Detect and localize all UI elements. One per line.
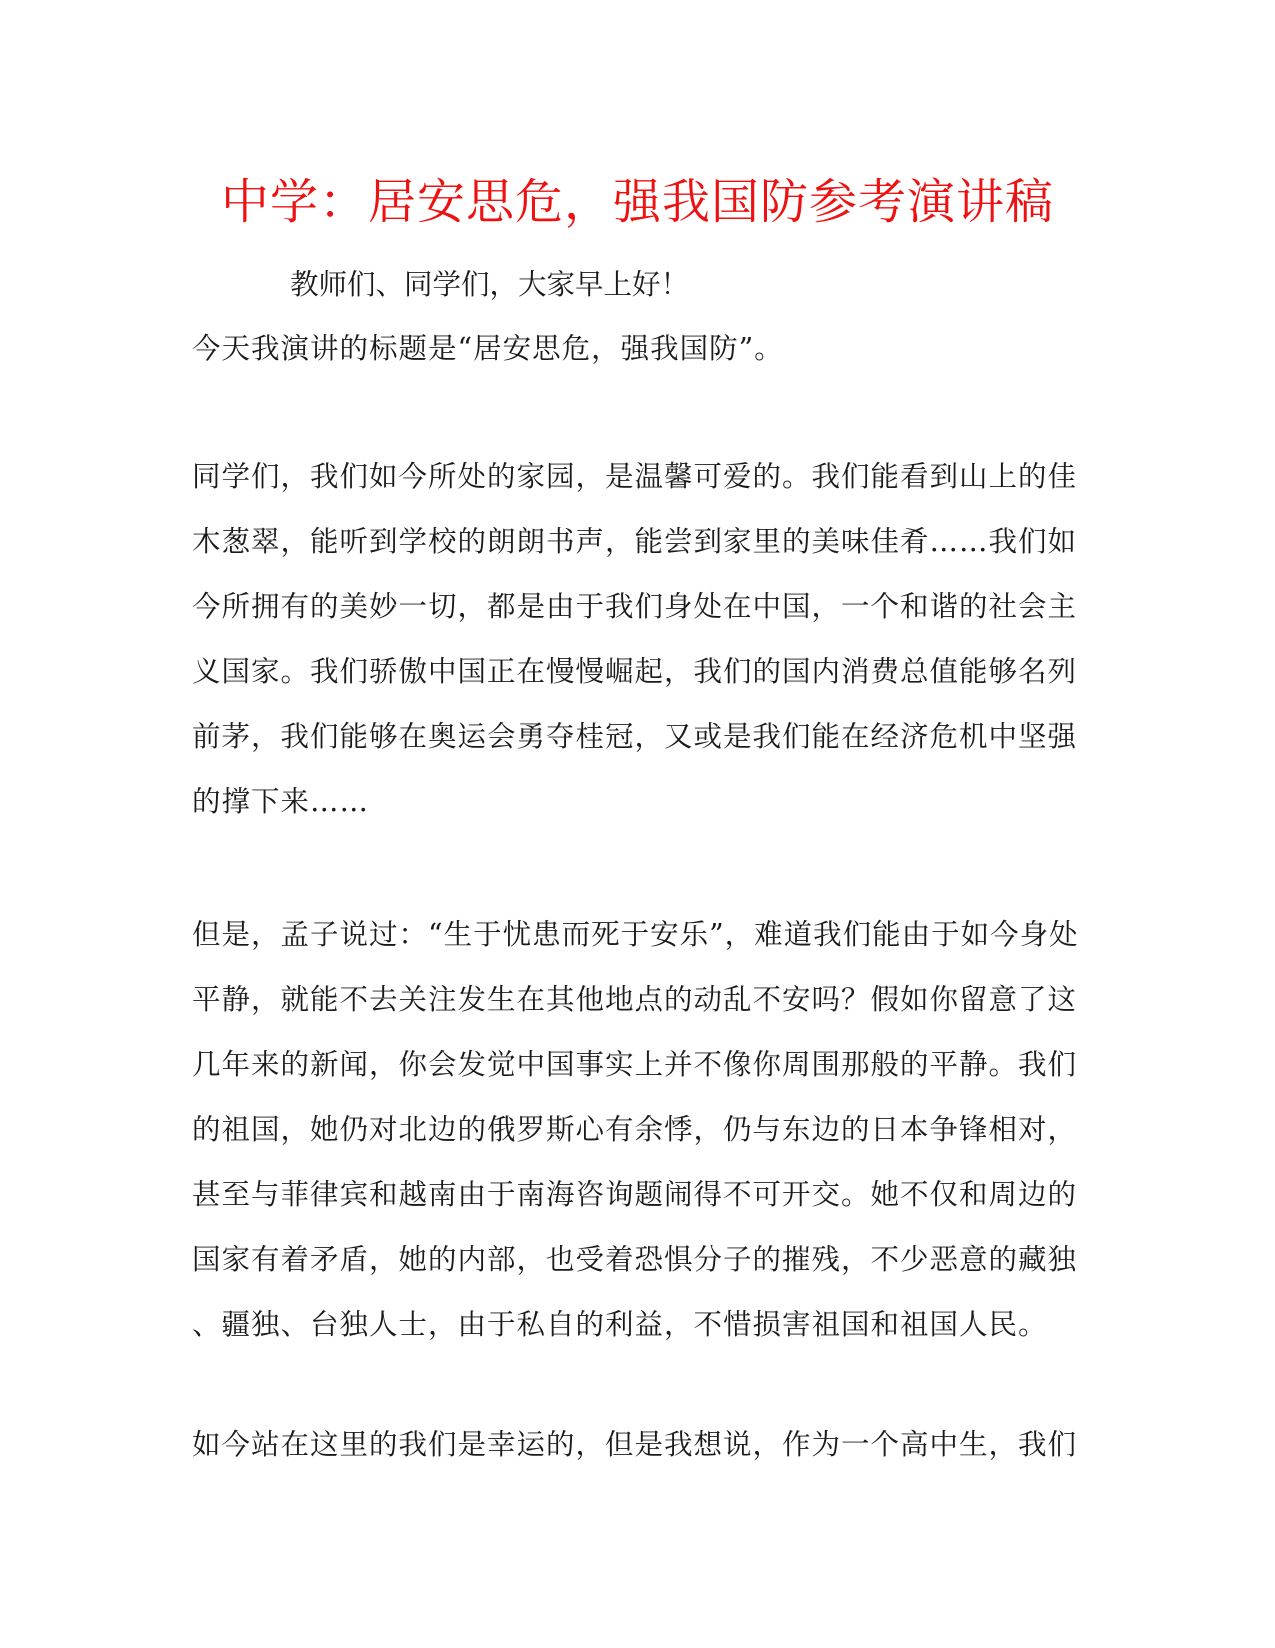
paragraph-line: 但是，孟子说过：“生于忧患而死于安乐”，难道我们能由于如今身处	[192, 918, 1079, 951]
paragraph-line: 甚至与菲律宾和越南由于南海咨询题闹得不可开交。她不仅和周边的	[192, 1178, 1078, 1211]
page-title: 中学：居安思危，强我国防参考演讲稿	[220, 174, 1054, 230]
paragraph-line: 前茅，我们能够在奥运会勇夺桂冠，又或是我们能在经济危机中坚强	[192, 720, 1078, 753]
paragraph-line: 同学们，我们如今所处的家园，是温馨可爱的。我们能看到山上的佳	[192, 460, 1078, 493]
paragraph-3	[192, 1412, 1078, 1477]
intro-line: 今天我演讲的标题是“居安思危，强我国防”。	[192, 332, 784, 365]
paragraph-line: 的撑下来……	[192, 785, 370, 818]
paragraph-line: 几年来的新闻，你会发觉中国事实上并不像你周围那般的平静。我们	[192, 1048, 1078, 1081]
paragraph-1	[192, 444, 1078, 834]
paragraph-line: 义国家。我们骄傲中国正在慢慢崛起，我们的国内消费总值能够名列	[192, 655, 1078, 688]
paragraph-line: 国家有着矛盾，她的内部，也受着恐惧分子的摧残，不少恶意的藏独	[192, 1243, 1078, 1276]
paragraph-2	[192, 902, 1079, 1357]
paragraph-line: 如今站在这里的我们是幸运的，但是我想说，作为一个高中生，我们	[192, 1428, 1078, 1461]
greeting-line: 教师们、同学们，大家早上好！	[290, 268, 690, 301]
paragraph-line: 、疆独、台独人士，由于私自的利益，不惜损害祖国和祖国人民。	[192, 1308, 1048, 1341]
paragraph-line: 今所拥有的美妙一切，都是由于我们身处在中国，一个和谐的社会主	[192, 590, 1078, 623]
paragraph-line: 平静，就能不去关注发生在其他地点的动乱不安吗？假如你留意了这	[192, 983, 1078, 1016]
paragraph-line: 的祖国，她仍对北边的俄罗斯心有余悸，仍与东边的日本争锋相对，	[192, 1113, 1078, 1146]
intro-paragraph	[192, 316, 1072, 381]
paragraph-line: 木葱翠，能听到学校的朗朗书声，能尝到家里的美味佳肴……我们如	[192, 525, 1078, 558]
